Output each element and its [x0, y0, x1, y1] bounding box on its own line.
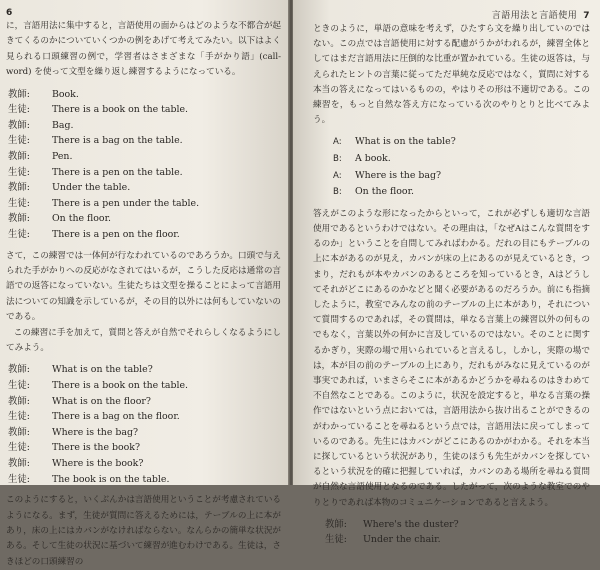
dialogue-line — [8, 378, 281, 394]
paragraph: ときのように，単語の意味を考えず，ひたすら文を繰り出していのではない。この点では言語使用に対する配慮がうかがわれるが，練習全体としてはまだ言語用法に圧倒的な比重が置かれている。生徒の返答は，与えられたヒントの言葉に従ってただ単純な反応ではなく，質問に対する本当の答えになってはいるものの，やはりその形は不適切である。この練習を，もっと自然な答え方になっている次のやりとりと比べてみよう。 — [313, 24, 590, 126]
dialogue-line — [8, 118, 281, 134]
example-dialogue — [333, 134, 590, 200]
utterance: There is a pen on the floor. — [52, 228, 180, 240]
utterance: There is a book on the table. — [52, 104, 189, 116]
dialogue-line — [8, 456, 281, 472]
paragraph: 答えがこのような形になったからといって，これが必ずしも適切な言語使用であるというわけではない。その理由は，「なぜAはこんな質問をするのか」ということを自問してみればわかる。だれの目にもテーブルの上に本があるのが見え，カバンが床の上にあるのが見えているとき，つまり，だれもが本やカバンのあるところを知っているとき，Aはどうしてそれがどこにあるのかなどと聞く必要があるのだろうか。前にも指摘したように，教室でみんなの前のテーブルの上に本があり，それについて質問するのであれば，その質問は，単なる言葉上の練習以外の何ものでもなく，言葉以外の何かに言及しているのではない。そのことに関するかぎり，実際の場で用いられていると言えるし，しかし，実際の場では，本が目の前のテーブルの上にあり，だれもがみなに見えているのが事実であれば，いまさらそこに本があるかどうかを尋ねるのはきわめて不自然なことである。このように，状況を設定すると，単なる言葉の操作ではないという点においては，言語用法から抜け出ることができるのがわかっていることを尋ねるという点では，言語用法に戻ってしまっているのである。先生にはカバンがどこにあるのかがわかる。それを本当に探しているという状況があり，生徒のほうも先生がカバンを探しているという状況を的確に把握していれば，カバンのある場所を尋ねる質問が自然な言語使用となるのである。したがって，次のような教室でのやりとりであれば本物のコミュニケーションであると言えよう。 — [313, 208, 590, 508]
page-number: 7 — [583, 11, 590, 21]
utterance: Where is the bag? — [355, 169, 441, 181]
speaker-label: 生徒: — [8, 473, 30, 485]
speaker-label: A: — [333, 170, 342, 181]
speaker-label: B: — [333, 154, 342, 165]
speaker-label: 生徒: — [8, 228, 30, 240]
utterance: On the floor. — [52, 213, 112, 225]
paragraph: さて，この練習では一体何が行なわれているのであろうか。口頭で与えられた手がかりへの反応がなされてはいるが，こうした反応は通常の言語での返答になっていない。生徒たちは文型を操ることによって言語用法についての知識を示しているが，その目的以外には何もしていないのである。 — [6, 250, 282, 323]
dialogue-line — [325, 532, 590, 548]
speaker-label: 教師: — [8, 395, 30, 407]
dialogue-line — [8, 87, 281, 103]
dialogue-line — [8, 394, 281, 410]
speaker-label: 教師: — [8, 119, 30, 131]
utterance: What is on the floor? — [52, 395, 151, 407]
utterance: A book. — [355, 153, 391, 165]
speaker-label: 生徒: — [8, 104, 30, 116]
speaker-label: B: — [333, 187, 342, 198]
utterance: What is on the table? — [52, 364, 153, 376]
dialogue-line — [8, 196, 281, 212]
speaker-label: 生徒: — [8, 197, 30, 209]
dialogue-line — [8, 133, 281, 149]
speaker-label: 教師: — [8, 182, 30, 194]
header-title: 言語用法と言語使用 — [491, 11, 578, 21]
dialogue-line — [333, 151, 590, 168]
speaker-label: 生徒: — [325, 534, 347, 546]
utterance: There is a bag on the floor. — [52, 411, 180, 423]
utterance: Bag. — [52, 119, 74, 131]
speaker-label: 教師: — [8, 88, 30, 100]
speaker-label: 生徒: — [8, 380, 30, 391]
utterance: Where's the duster? — [363, 518, 459, 530]
speaker-label: 生徒: — [8, 411, 30, 423]
utterance: Where is the bag? — [52, 426, 138, 438]
right-page — [293, 0, 600, 546]
paragraph: この練習に手を加えて，質問と答えが自然でそれらしくなるようにしてみよう。 — [6, 327, 281, 353]
utterance: The book is on the table. — [52, 473, 170, 485]
dialogue-line — [8, 180, 281, 196]
utterance: There is the book? — [52, 442, 140, 454]
dialogue-line — [8, 472, 281, 488]
utterance: There is a book on the table. — [52, 380, 189, 391]
dialogue-line — [8, 149, 281, 165]
drill-dialogue — [8, 87, 281, 243]
utterance: Book. — [52, 88, 79, 100]
dialogue-line — [8, 425, 281, 441]
utterance: Pen. — [52, 151, 73, 162]
paragraph: このようにすると，いくぶんかは言語使用ということが考慮されているようになる。まず，生徒が質問に答えるためには，テーブルの上に本があり，床の上にはカバンがなければならない。なんらかの簡単な状況がある。そして生徒の状況に基づいて練習が進むわけである。生徒は，さきほどの口頭練習の — [6, 495, 282, 567]
dialogue-line — [8, 211, 281, 227]
dialogue-line — [333, 168, 590, 185]
dialogue-line — [8, 362, 281, 378]
utterance: Under the table. — [52, 182, 131, 194]
running-header — [313, 8, 590, 22]
dialogue-line — [8, 227, 281, 243]
speaker-label: 生徒: — [8, 442, 30, 454]
utterance: What is on the table? — [355, 136, 456, 148]
speaker-label: 教師: — [8, 426, 30, 438]
utterance: On the floor. — [355, 186, 415, 198]
utterance: There is a bag on the table. — [52, 135, 183, 147]
speaker-label: 生徒: — [8, 166, 30, 178]
page-number: 6 — [6, 8, 13, 18]
paragraph: に，言語用法に集中すると，言語使用の面からはどのような不都合が起きてくるのかについていくつかの例をあげて考えてみたい。以下はよく見られる口頭練習の例で，学習者はさまざまな「手がかり語」(call-word) を使って文型を繰り返し練習するようになっている。 — [6, 21, 282, 78]
speaker-label: A: — [333, 137, 342, 148]
utterance: Under the chair. — [363, 534, 441, 546]
speaker-label: 教師: — [8, 457, 30, 469]
dialogue-line — [8, 409, 281, 425]
utterance: Where is the book? — [52, 457, 144, 469]
dialogue-line — [325, 517, 590, 533]
dialogue-line — [333, 134, 590, 151]
dialogue-line — [8, 102, 281, 118]
speaker-label: 生徒: — [8, 135, 30, 147]
left-page — [0, 0, 289, 567]
dialogue-line — [8, 165, 281, 181]
speaker-label: 教師: — [325, 518, 347, 530]
classroom-dialogue — [325, 517, 590, 548]
dialogue-line — [8, 440, 281, 456]
dialogue-line — [333, 184, 590, 201]
utterance: There is a pen on the table. — [52, 166, 183, 178]
speaker-label: 教師: — [8, 364, 30, 376]
speaker-label: 教師: — [8, 213, 30, 225]
utterance: There is a pen under the table. — [52, 197, 200, 209]
drill-dialogue — [8, 362, 281, 487]
speaker-label: 教師: — [8, 151, 30, 162]
